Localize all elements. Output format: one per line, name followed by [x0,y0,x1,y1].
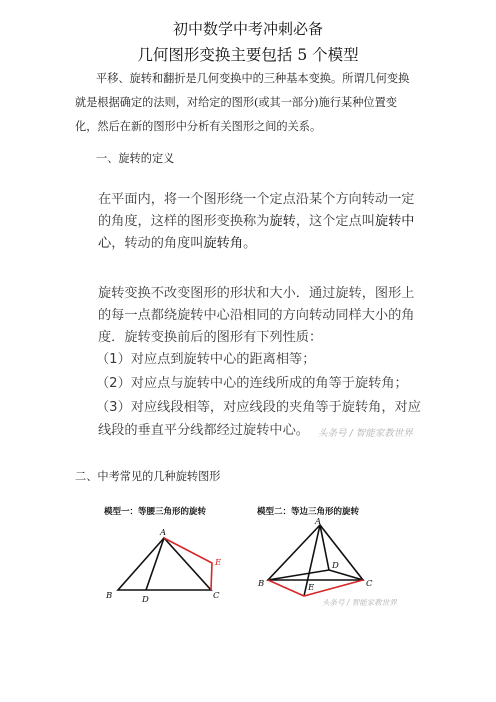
vertex-label-a: A [315,517,322,527]
vertex-label-b: B [258,579,265,589]
page-title: 初中数学中考冲刺必备 [172,20,323,38]
segment-bd [268,570,329,580]
vertex-label-d: D [332,561,339,571]
vertex-label-c: C [213,591,220,601]
model-2-figure [257,517,373,596]
vertex-label-e: E [308,583,315,593]
vertex-label-b: B [106,591,113,601]
segment-ad [146,538,164,590]
term-rotation-center-end: 心 [98,236,112,251]
property-3-continued: 线段的垂直平分线都经过旋转中心。 [98,423,309,438]
segment-cd [329,570,363,580]
section-heading-rotation-definition: 一、旋转的定义 [96,152,175,165]
intro-line-2: 就是根据确定的法则，对给定的图形(或其一部分)施行某种位置变 [75,96,397,109]
definition-text: ，这个定点叫 [295,214,375,229]
red-segments-be-ec [268,580,363,596]
intro-line-1: 平移、旋转和翻折是几何变换中的三种基本变换。所谓几何变换 [96,72,410,85]
definition-text: 的角度，这样的图形变换称为 [98,214,270,229]
term-rotation-angle: 旋转角 [203,236,244,251]
vertex-label-a: A [160,528,167,538]
page-subtitle: 几何图形变换主要包括 5 个模型 [137,46,359,64]
watermark-text: 头条号 / 智能家教世界 [318,428,413,439]
vertex-label-d: D [142,595,149,605]
definition-text: ，转动的角度叫 [111,236,204,251]
definition-text: 。 [243,236,257,251]
definition-line-1: 在平面内，将一个图形绕一个定点沿某个方向转动一定 [98,192,415,207]
properties-intro-line-3: 度．旋转变换前后的图形有下列性质： [98,330,323,345]
model-2-caption: 模型二：等边三角形的旋转 [257,507,360,517]
intro-line-3: 化，然后在新的图形中分析有关图形之间的关系。 [75,120,322,133]
model-1-figure [105,528,222,605]
vertex-label-e: E [215,558,222,568]
model-1-caption: 模型一：等腰三角形的旋转 [104,507,207,517]
section-heading-common-rotations: 二、中考常见的几种旋转图形 [75,470,221,483]
watermark-figure: 头条号 / 智能家教世界 [322,598,397,607]
term-rotation-center: 旋转中 [374,214,415,229]
properties-intro-line-1: 旋转变换不改变图形的形状和大小．通过旋转，图形上 [98,286,415,301]
vertex-label-c: C [366,579,373,589]
term-rotation: 旋转 [269,214,296,229]
property-1: （1）对应点到旋转中心的距离相等； [96,352,316,367]
properties-intro-line-2: 的每一点都绕旋转中心沿相同的方向转动同样大小的角 [98,308,415,323]
property-3: （3）对应线段相等，对应线段的夹角等于旋转角，对应 [96,400,421,415]
triangle-abc [118,538,211,590]
property-2: （2）对应点与旋转中心的连线所成的角等于旋转角； [96,376,408,391]
